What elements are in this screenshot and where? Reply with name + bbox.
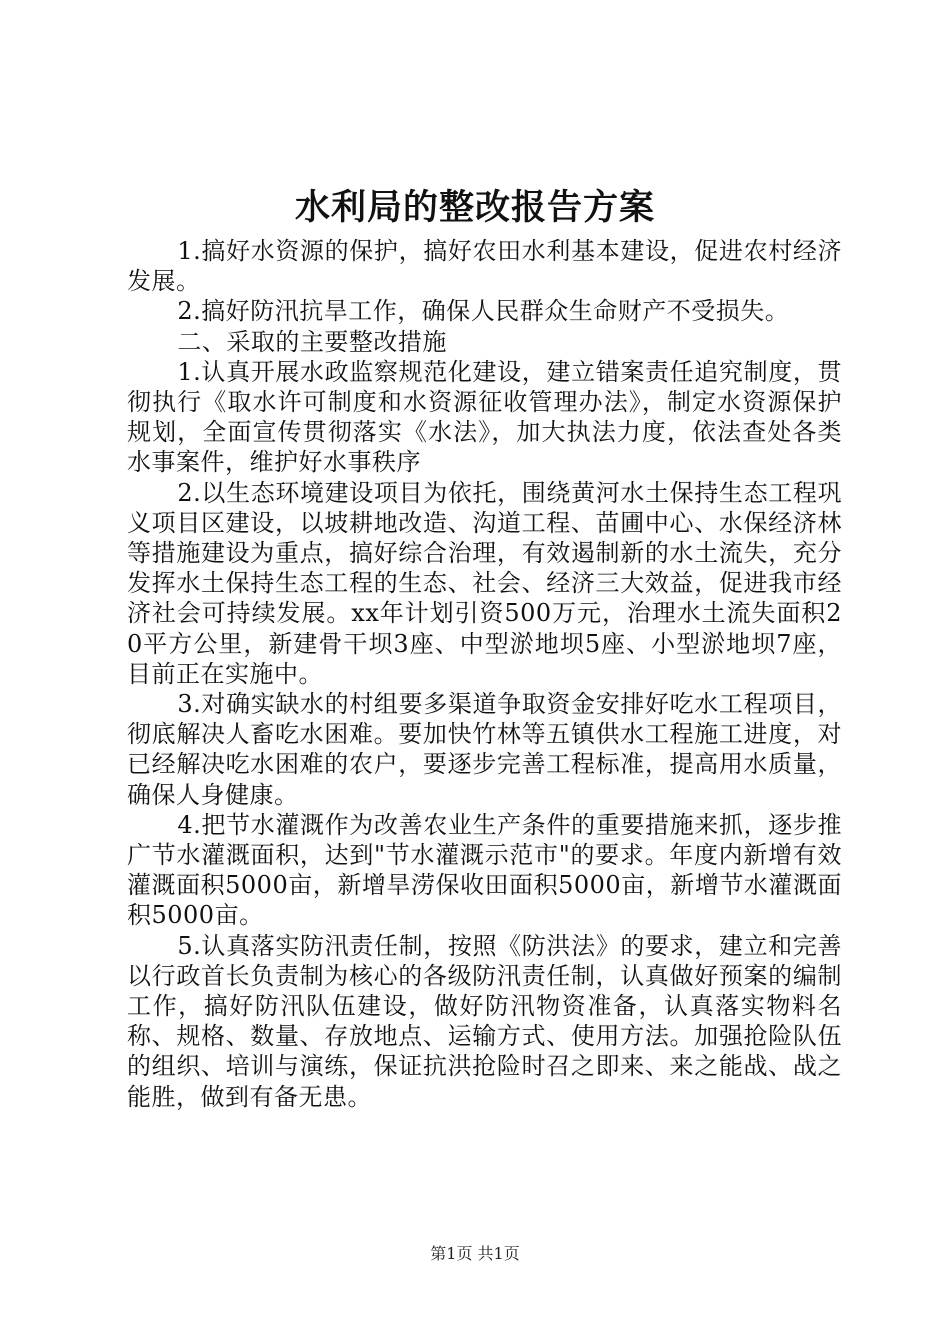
paragraph: 2.以生态环境建设项目为依托，围绕黄河水土保持生态工程巩义项目区建设，以坡耕地改造、沟道工程、苗圃中心、水保经济林等措施建设为重点，搞好综合治理，有效遏制新的水土流失，充分发挥水土保持生态工程的生态、社会、经济三大效益，促进我市经济社会可持续发展。xx年计划引资500万元，治理水土流失面积20平方公里，新建骨干坝3座、中型淤地坝5座、小型淤地坝7座，目前正在实施中。 [127, 478, 842, 688]
paragraph: 5.认真落实防汛责任制，按照《防洪法》的要求，建立和完善以行政首长负责制为核心的各级防汛责任制，认真做好预案的编制工作，搞好防汛队伍建设，做好防汛物资准备，认真落实物料名称、规格、数量、存放地点、运输方式、使用方法。加强抢险队伍的组织、培训与演练，保证抗洪抢险时召之即来、来之能战、战之能胜，做到有备无患。 [127, 931, 842, 1111]
paragraph: 4.把节水灌溉作为改善农业生产条件的重要措施来抓，逐步推广节水灌溉面积，达到"节水灌溉示范市"的要求。年度内新增有效灌溉面积5000亩，新增旱涝保收田面积5000亩，新增节水灌溉面积5000亩。 [127, 810, 842, 930]
section-heading: 二、采取的主要整改措施 [177, 327, 447, 356]
paragraph: 2.搞好防汛抗旱工作，确保人民群众生命财产不受损失。 [177, 297, 790, 326]
paragraph: 1.认真开展水政监察规范化建设，建立错案责任追究制度，贯彻执行《取水许可制度和水资源征收管理办法》，制定水资源保护规划，全面宣传贯彻落实《水法》，加大执法力度，依法查处各类水事案件，维护好水事秩序 [127, 357, 842, 477]
paragraph: 3.对确实缺水的村组要多渠道争取资金安排好吃水工程项目，彻底解决人畜吃水困难。要加快竹林等五镇供水工程施工进度，对已经解决吃水困难的农户，要逐步完善工程标准，提高用水质量，确保人身健康。 [127, 690, 842, 809]
paragraph: 1.搞好水资源的保护，搞好农田水利基本建设，促进农村经济发展。 [127, 237, 842, 296]
page-number-footer: 第1页 共1页 [430, 1244, 520, 1263]
document-body [127, 236, 842, 1112]
document-title: 水利局的整改报告方案 [294, 187, 655, 228]
